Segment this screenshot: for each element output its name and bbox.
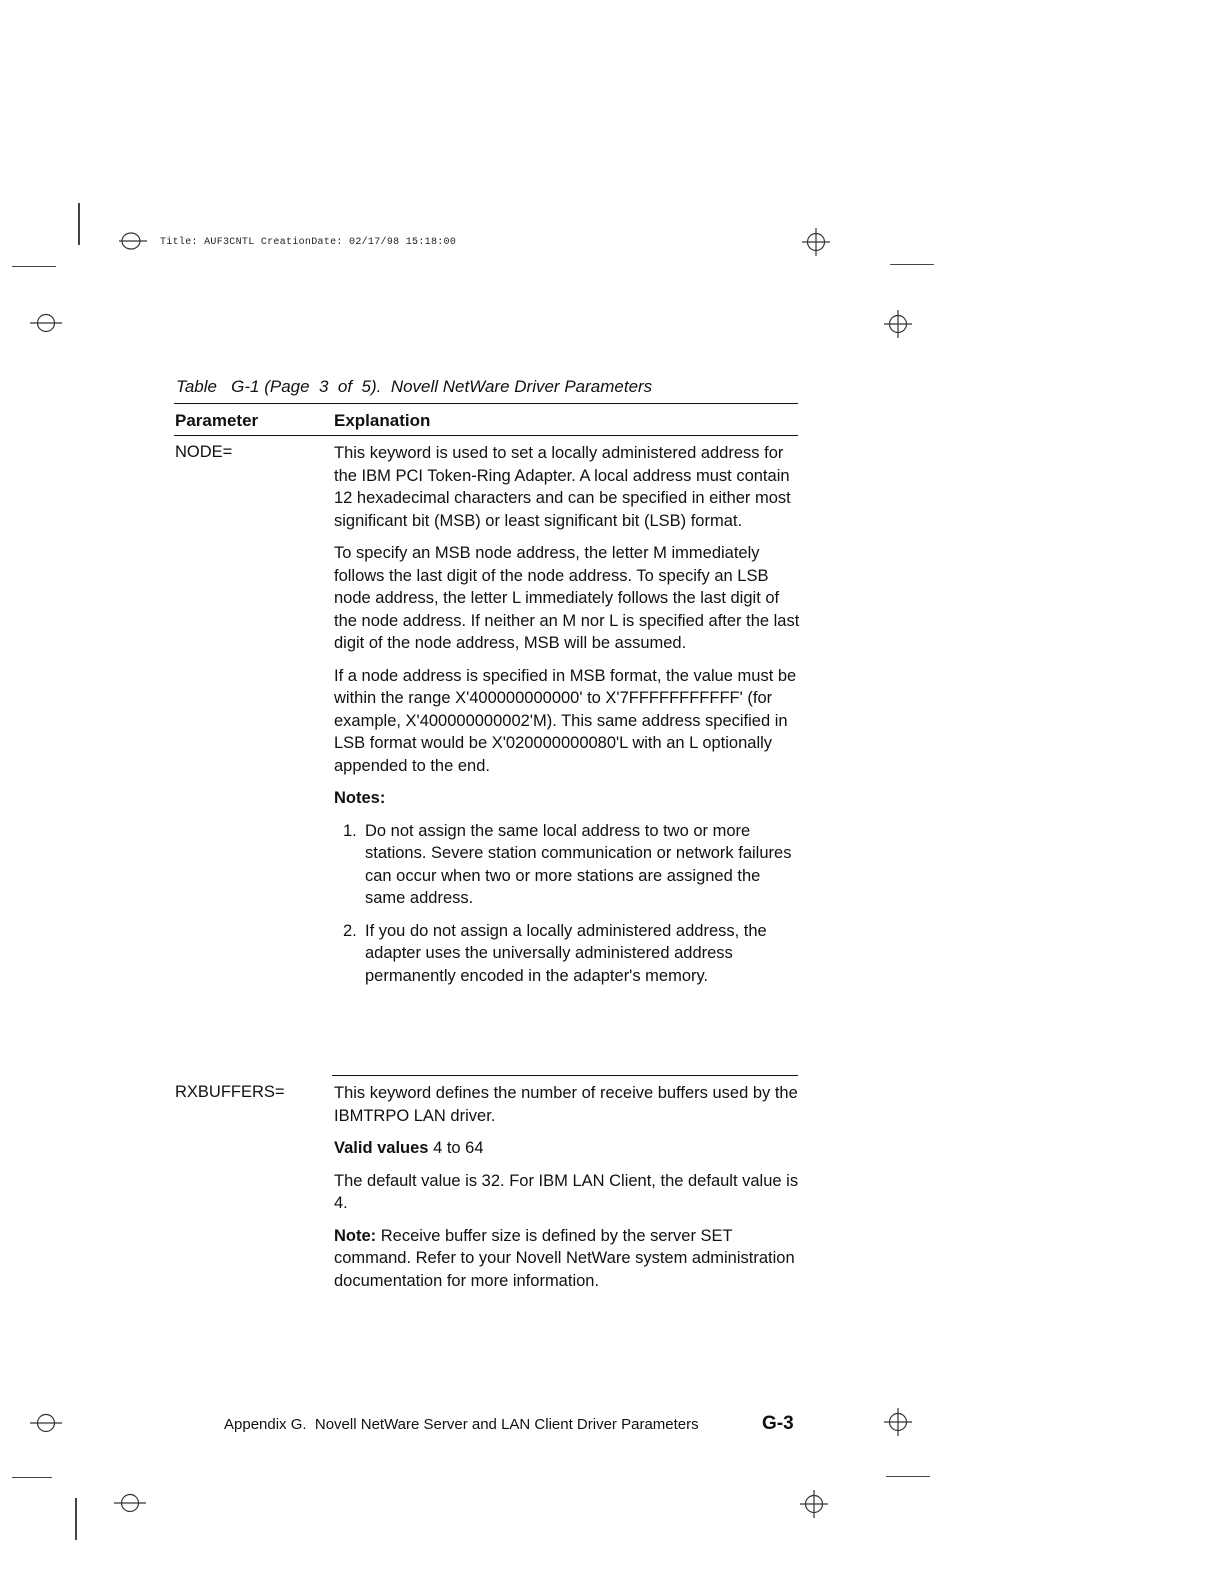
table-header-rule — [174, 435, 798, 436]
crop-line — [890, 264, 934, 265]
page-number: G-3 — [762, 1413, 794, 1434]
registration-mark-icon — [116, 228, 150, 254]
node-explanation — [334, 442, 804, 997]
valid-values-label: Valid values — [334, 1139, 429, 1157]
node-paragraph: If a node address is specified in MSB format, the value must be within the range X'400000000000' to X'7FFFFFFFFFFF' (for example, X'400000000002'M). This same address specified in LSB format would be X'020000000080'L with an L optionally appended to the end. — [334, 666, 797, 775]
list-item — [334, 920, 804, 988]
note-line — [334, 1225, 804, 1293]
row-divider-rule — [332, 1075, 798, 1076]
node-paragraph: This keyword is used to set a locally administered address for the IBM PCI Token-Ring Adapter. A local address must contain 12 hexadecimal characters and can be specified in either most significant bit (MSB) or least significant bit (LSB) format. — [334, 444, 791, 530]
crop-line — [78, 203, 80, 245]
notes-label: Notes: — [334, 789, 386, 807]
registration-mark-icon — [882, 1406, 914, 1438]
rxbuffers-paragraph: This keyword defines the number of receive buffers used by the IBMTRPO LAN driver. — [334, 1084, 798, 1125]
registration-mark-icon — [882, 308, 914, 340]
table-caption: Table G-1 (Page 3 of 5). Novell NetWare Driver Parameters — [176, 377, 653, 396]
note-text: Receive buffer size is defined by the server SET command. Refer to your Novell NetWare system administration documentation for more information. — [334, 1226, 795, 1290]
valid-values-line — [334, 1137, 804, 1160]
registration-mark-icon — [112, 1490, 148, 1516]
list-number: 2. — [343, 921, 357, 940]
column-header-explanation: Explanation — [334, 411, 431, 430]
note-label: Note: — [334, 1226, 377, 1245]
param-node: NODE= — [175, 443, 233, 461]
registration-mark-icon — [28, 310, 64, 336]
registration-mark-icon — [798, 1488, 830, 1520]
registration-mark-icon — [28, 1410, 64, 1436]
note-text: Do not assign the same local address to two or more stations. Severe station communication or network failures can occur when two or more stations are assigned the same address. — [365, 821, 792, 907]
list-number: 1. — [343, 821, 357, 840]
crop-line — [12, 1477, 52, 1478]
rxbuffers-paragraph: The default value is 32. For IBM LAN Client, the default value is 4. — [334, 1171, 799, 1212]
rxbuffers-explanation — [334, 1082, 804, 1302]
crop-line — [886, 1476, 930, 1477]
list-item — [334, 820, 804, 910]
param-rxbuffers: RXBUFFERS= — [175, 1083, 285, 1101]
table-top-rule — [174, 403, 798, 404]
notes-list — [334, 820, 804, 988]
column-header-parameter: Parameter — [175, 411, 259, 430]
running-footer: Appendix G. Novell NetWare Server and LAN Client Driver Parameters — [224, 1416, 699, 1433]
creation-title-line: Title: AUF3CNTL CreationDate: 02/17/98 15:18:00 — [160, 237, 457, 248]
registration-mark-icon — [800, 226, 832, 258]
crop-line — [12, 266, 56, 267]
valid-values-value: 4 to 64 — [428, 1139, 484, 1157]
crop-line — [75, 1498, 77, 1540]
note-text: If you do not assign a locally administered address, the adapter uses the universally administered address permanently encoded in the adapter's memory. — [365, 921, 767, 985]
node-paragraph: To specify an MSB node address, the letter M immediately follows the last digit of the node address. To specify an LSB node address, the letter L immediately follows the last digit of the node address. If neither an M nor L is specified after the last digit of the node address, MSB will be assumed. — [334, 544, 800, 652]
